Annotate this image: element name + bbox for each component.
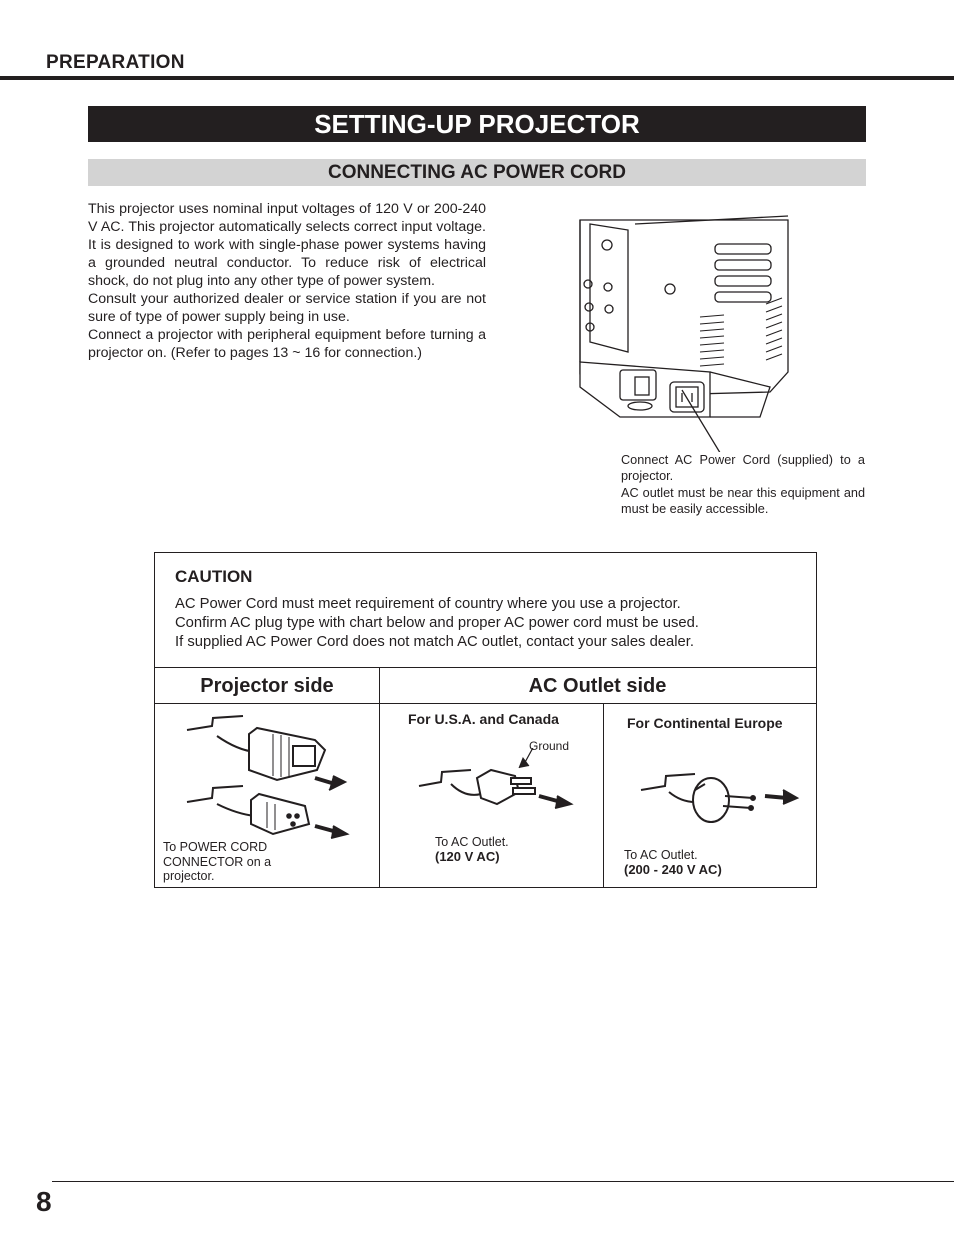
caution-line-3: If supplied AC Power Cord does not match AC outlet, contact your sales dealer. bbox=[175, 634, 694, 650]
table-header-divider bbox=[155, 703, 816, 704]
europe-voltage: (200 - 240 V AC) bbox=[624, 861, 722, 877]
caution-line-2: Confirm AC plug type with chart below and proper AC power cord must be used. bbox=[175, 615, 699, 631]
projector-side-note: To POWER CORD CONNECTOR on a projector. bbox=[163, 840, 272, 883]
column-divider bbox=[379, 668, 380, 888]
intro-text bbox=[88, 200, 486, 362]
usa-canada-label: For U.S.A. and Canada bbox=[408, 711, 559, 727]
section-subtitle: CONNECTING AC POWER CORD bbox=[88, 159, 866, 186]
iec-connector-icon bbox=[177, 710, 357, 840]
projector-rear-illustration bbox=[560, 212, 880, 452]
ground-label: Ground bbox=[529, 739, 570, 753]
caution-box bbox=[154, 552, 817, 888]
plug-type-table bbox=[155, 667, 816, 887]
intro-paragraph-2: Consult your authorized dealer or service station if you are not sure of type of power supply being in use. bbox=[88, 291, 486, 325]
figure-caption-line-2: AC outlet must be near this equipment and must be easily accessible. bbox=[621, 485, 865, 516]
europe-label: For Continental Europe bbox=[627, 715, 783, 731]
usa-note bbox=[435, 835, 509, 864]
outlet-side-heading: AC Outlet side bbox=[528, 675, 667, 697]
page-title: SETTING-UP PROJECTOR bbox=[88, 106, 866, 142]
usa-voltage: (120 V AC) bbox=[435, 848, 500, 864]
us-plug-icon bbox=[411, 748, 591, 828]
usa-note-text: To AC Outlet. bbox=[435, 835, 509, 849]
europe-note-text: To AC Outlet. bbox=[624, 848, 698, 862]
caution-text bbox=[175, 595, 699, 652]
outlet-column-divider bbox=[603, 703, 604, 888]
top-divider bbox=[0, 76, 954, 80]
figure-caption-line-1: Connect AC Power Cord (supplied) to a projector. bbox=[621, 453, 865, 484]
euro-plug-icon bbox=[635, 760, 815, 840]
caution-title: CAUTION bbox=[175, 567, 253, 586]
footer-divider bbox=[52, 1181, 954, 1182]
caution-line-1: AC Power Cord must meet requirement of country where you use a projector. bbox=[175, 596, 681, 612]
projector-side-heading: Projector side bbox=[200, 675, 334, 697]
intro-paragraph-3: Connect a projector with peripheral equipment before turning a projector on. (Refer to pages 13 ~ 16 for connection.) bbox=[88, 327, 486, 361]
europe-note bbox=[624, 848, 722, 877]
figure-caption bbox=[621, 452, 865, 517]
page-number: 8 bbox=[36, 1186, 52, 1217]
intro-paragraph-1: This projector uses nominal input voltages of 120 V or 200-240 V AC. This projector automatically selects correct input voltage. It is designed to work with single-phase power systems having a grounded neutral conductor. To reduce risk of electrical shock, do not plug into any other type of power system. bbox=[88, 201, 486, 289]
section-label: PREPARATION bbox=[46, 52, 185, 73]
